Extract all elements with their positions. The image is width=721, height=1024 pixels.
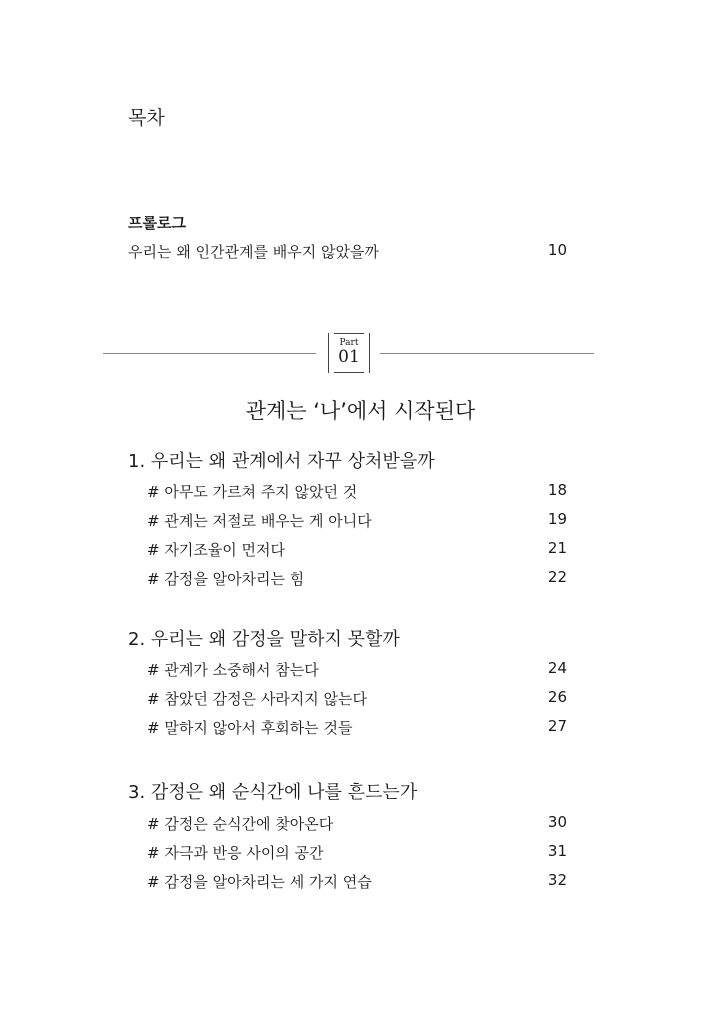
toc-entry[interactable] bbox=[0, 842, 721, 866]
toc-entry-title: # 자기조율이 먼저다 bbox=[147, 541, 286, 559]
toc-entry[interactable] bbox=[0, 717, 721, 741]
toc-entry[interactable] bbox=[0, 659, 721, 683]
toc-entry-page: 27 bbox=[547, 717, 567, 735]
toc-entry-page: 24 bbox=[547, 659, 567, 677]
toc-entry-page: 30 bbox=[547, 813, 567, 831]
toc-entry-title: # 관계는 저절로 배우는 게 아니다 bbox=[147, 512, 372, 530]
toc-entry-title: # 말하지 않아서 후회하는 것들 bbox=[147, 719, 353, 737]
toc-entry[interactable] bbox=[0, 813, 721, 837]
toc-entry[interactable] bbox=[0, 871, 721, 895]
part-title: 관계는 ‘나’에서 시작된다 bbox=[245, 399, 476, 423]
toc-entry-title: # 감정을 알아차리는 세 가지 연습 bbox=[147, 873, 372, 891]
toc-title: 목차 bbox=[128, 107, 165, 129]
toc-entry-title: # 참았던 감정은 사라지지 않는다 bbox=[147, 690, 368, 708]
chapter-title[interactable]: 1. 우리는 왜 관계에서 자꾸 상처받을까 bbox=[128, 451, 435, 472]
part-label: Part bbox=[339, 338, 359, 348]
chapter-title[interactable]: 2. 우리는 왜 감정을 말하지 못할까 bbox=[128, 629, 400, 650]
toc-entry-page: 19 bbox=[547, 510, 567, 528]
toc-entry-title: # 자극과 반응 사이의 공간 bbox=[147, 844, 324, 862]
part-number: 01 bbox=[338, 347, 360, 367]
part-divider-left bbox=[103, 353, 316, 354]
prologue-heading: 프롤로그 bbox=[128, 214, 186, 232]
toc-entry-title: # 관계가 소중해서 참는다 bbox=[147, 661, 319, 679]
toc-entry[interactable] bbox=[0, 481, 721, 505]
toc-entry-page: 10 bbox=[547, 241, 567, 259]
chapter-title[interactable]: 3. 감정은 왜 순식간에 나를 흔드는가 bbox=[128, 782, 418, 803]
toc-entry-page: 22 bbox=[547, 568, 567, 586]
toc-entry-page: 31 bbox=[547, 842, 567, 860]
toc-entry-title: 우리는 왜 인간관계를 배우지 않았을까 bbox=[128, 243, 379, 261]
part-badge bbox=[328, 333, 370, 373]
toc-entry-title: # 감정을 알아차리는 힘 bbox=[147, 570, 305, 588]
toc-entry-page: 18 bbox=[547, 481, 567, 499]
toc-entry[interactable] bbox=[0, 539, 721, 563]
toc-entry[interactable] bbox=[0, 241, 721, 265]
part-divider-right bbox=[380, 353, 594, 354]
toc-entry-page: 21 bbox=[547, 539, 567, 557]
toc-entry[interactable] bbox=[0, 510, 721, 534]
toc-entry-title: # 감정은 순식간에 찾아온다 bbox=[147, 815, 334, 833]
toc-entry[interactable] bbox=[0, 688, 721, 712]
toc-entry-title: # 아무도 가르쳐 주지 않았던 것 bbox=[147, 483, 358, 501]
toc-entry-page: 26 bbox=[547, 688, 567, 706]
toc-entry[interactable] bbox=[0, 568, 721, 592]
toc-entry-page: 32 bbox=[547, 871, 567, 889]
